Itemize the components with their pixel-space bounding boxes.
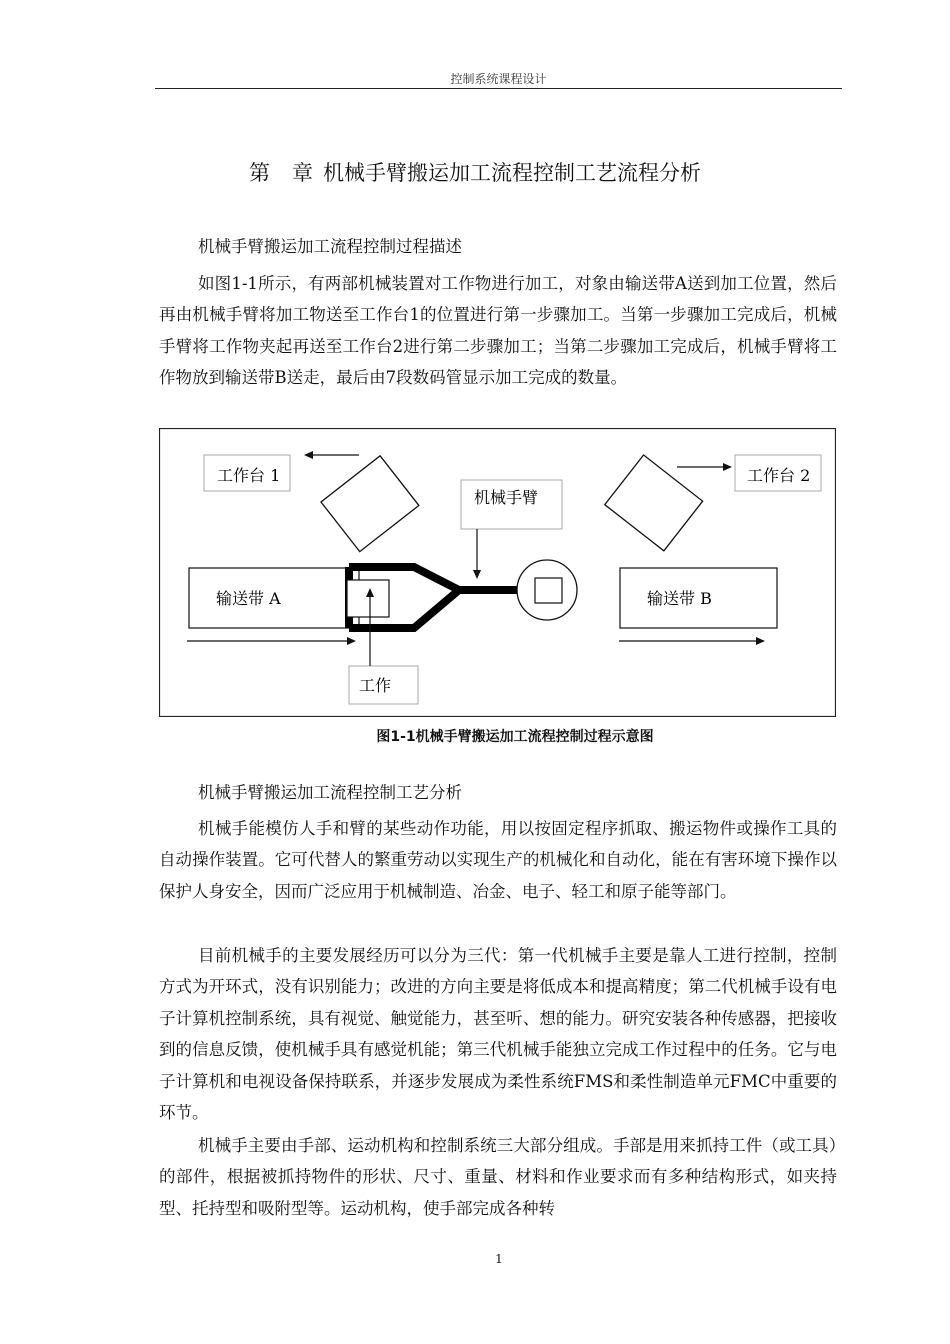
- workbench1-label: 工作台 1: [217, 466, 281, 485]
- workpiece-on-conveyor: [347, 580, 389, 617]
- figure-caption: 图1-1机械手臂搬运加工流程控制过程示意图: [376, 729, 654, 745]
- process-diagram: [159, 428, 836, 717]
- page-number: 1: [495, 1252, 503, 1266]
- conveyor-a-label: 输送带 A: [216, 589, 281, 608]
- workpiece-label: 工作: [359, 676, 392, 695]
- arm-joint-block: [535, 578, 562, 603]
- chapter-title: [0, 157, 950, 187]
- chapter-prefix: 第: [249, 161, 270, 185]
- chapter-title-text: 机械手臂搬运加工流程控制工艺流程分析: [323, 161, 701, 185]
- page-header: 控制系统课程设计: [450, 72, 547, 86]
- paragraph-4: 机械手主要由手部、运动机构和控制系统三大部分组成。手部是用来抓持工件（或工具）的部件，根据被抓持物件的形状、尺寸、重量、材料和作业要求而有多种结构形式，如夹持型、托持型和吸附型等。运动机构，使手部完成各种转: [159, 1136, 837, 1218]
- paragraph-1: 如图1-1所示，有两部机械装置对工作物进行加工，对象由输送带A送到加工位置，然后再由机械手臂将加工物送至工作台1的位置进行第一步骤加工。当第一步骤加工完成后，机械手臂将工作物夹起再送至工作台2进行第二步骤加工；当第二步骤加工完成后，机械手臂将工作物放到输送带B送走，最后由7段数码管显示加工完成的数量。: [159, 274, 837, 388]
- arm-label: 机械手臂: [474, 488, 539, 507]
- figure-1-1: [159, 428, 836, 717]
- header-rule: [155, 88, 842, 89]
- paragraph-2: 机械手能模仿人手和臂的某些动作功能，用以按固定程序抓取、搬运物件或操作工具的自动操作装置。它可代替人的繁重劳动以实现生产的机械化和自动化，能在有害环境下操作以保护人身安全，因而广泛应用于机械制造、冶金、电子、轻工和原子能等部门。: [159, 819, 837, 901]
- conveyor-b-label: 输送带 B: [647, 589, 712, 608]
- section-title-2: 机械手臂搬运加工流程控制工艺分析: [198, 783, 462, 802]
- chapter-word: 章: [292, 161, 313, 185]
- workbench2-label: 工作台 2: [747, 466, 811, 485]
- paragraph-3: 目前机械手的主要发展经历可以分为三代：第一代机械手主要是靠人工进行控制，控制方式为开环式，没有识别能力；改进的方向主要是将低成本和提高精度；第二代机械手设有电子计算机控制系统，具有视觉、触觉能力，甚至听、想的能力。研究安装各种传感器，把接收到的信息反馈，使机械手具有感觉机能；第三代机械手能独立完成工作过程中的任务。它与电子计算机和电视设备保持联系，并逐步发展成为柔性系统FMS和柔性制造单元FMC中重要的环节。: [159, 946, 837, 1123]
- section-title-1: 机械手臂搬运加工流程控制过程描述: [198, 237, 462, 256]
